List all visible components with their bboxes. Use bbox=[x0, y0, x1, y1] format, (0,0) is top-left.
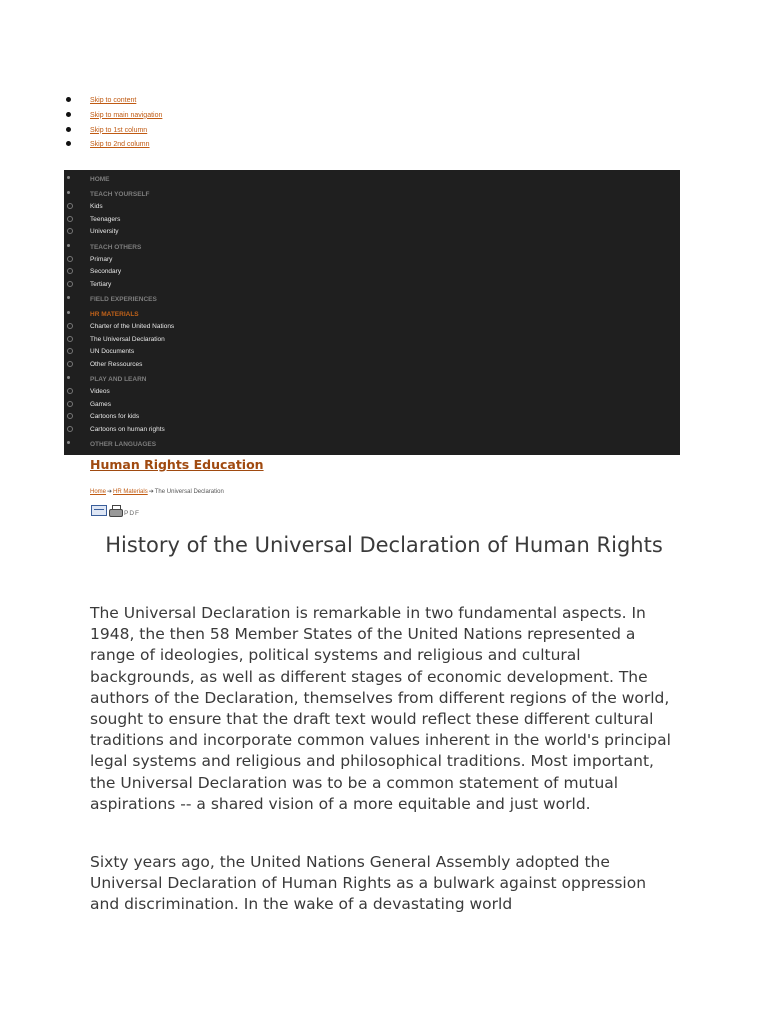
nav-item-label: HOME bbox=[90, 176, 110, 183]
bullet-icon bbox=[67, 375, 70, 381]
nav-item-label: Videos bbox=[90, 388, 110, 395]
circle-bullet-icon bbox=[67, 336, 73, 344]
nav-item-label: Other Ressources bbox=[90, 360, 143, 368]
nav-subitem-teenagers[interactable] bbox=[64, 213, 680, 226]
nav-item-label: The Universal Declaration bbox=[90, 335, 165, 343]
circle-bullet-icon bbox=[67, 216, 73, 224]
nav-item-label: Secondary bbox=[90, 268, 122, 275]
nav-subitem-secondary[interactable] bbox=[64, 265, 680, 278]
bullet-icon bbox=[67, 175, 70, 181]
skip-to-2nd-column-link[interactable]: Skip to 2nd column bbox=[90, 141, 150, 149]
arrow-right-icon: ➔ bbox=[148, 489, 154, 495]
article-title: History of the Universal Declaration of Human Rights bbox=[105, 533, 663, 557]
bullet-icon bbox=[67, 190, 70, 196]
breadcrumb bbox=[90, 488, 224, 495]
breadcrumb-home-link[interactable]: Home bbox=[90, 489, 107, 495]
circle-bullet-icon bbox=[67, 203, 73, 211]
circle-bullet-icon bbox=[67, 348, 73, 356]
nav-item-label: OTHER LANGUAGES bbox=[90, 441, 157, 448]
arrow-right-icon: ➔ bbox=[107, 489, 113, 495]
email-icon[interactable] bbox=[91, 505, 107, 516]
nav-item-label: Games bbox=[90, 400, 111, 408]
nav-subitem-charter[interactable] bbox=[64, 320, 680, 333]
nav-item-label: Tertiary bbox=[90, 280, 112, 288]
article-paragraph: Sixty years ago, the United Nations General Assembly adopted the Universal Declaration of Human Rights as a bulwark against oppression and discrimination. In the wake of a devastating world bbox=[90, 853, 647, 914]
circle-bullet-icon bbox=[67, 413, 73, 421]
nav-item-label: Cartoons for kids bbox=[90, 413, 140, 420]
nav-item-label: University bbox=[90, 228, 119, 235]
nav-item-field-experiences[interactable] bbox=[64, 291, 680, 305]
nav-subitem-videos[interactable] bbox=[64, 385, 680, 398]
nav-subitem-cartoons-on-human-rights[interactable] bbox=[64, 423, 680, 436]
breadcrumb-section-link[interactable]: HR Materials bbox=[113, 489, 148, 495]
nav-item-teach-yourself[interactable] bbox=[64, 186, 680, 200]
nav-item-label: UN Documents bbox=[90, 348, 135, 355]
circle-bullet-icon bbox=[67, 401, 73, 409]
bullet-icon bbox=[67, 243, 70, 249]
nav-item-label: TEACH YOURSELF bbox=[90, 191, 150, 198]
skip-to-1st-column-link[interactable]: Skip to 1st column bbox=[90, 126, 148, 134]
bullet-icon bbox=[66, 112, 71, 117]
main-navigation bbox=[64, 170, 680, 455]
circle-bullet-icon bbox=[67, 323, 73, 331]
circle-bullet-icon bbox=[67, 388, 73, 396]
nav-subitem-universal-declaration[interactable] bbox=[64, 333, 680, 346]
nav-item-label: HR MATERIALS bbox=[90, 311, 139, 318]
bullet-icon bbox=[67, 440, 70, 446]
nav-item-home[interactable] bbox=[64, 171, 680, 185]
nav-item-other-languages[interactable] bbox=[64, 436, 680, 450]
bullet-icon bbox=[66, 97, 71, 102]
nav-item-label: TEACH OTHERS bbox=[90, 243, 142, 251]
pdf-button[interactable]: PDF bbox=[124, 510, 140, 517]
circle-bullet-icon bbox=[67, 426, 73, 434]
circle-bullet-icon bbox=[67, 268, 73, 276]
nav-item-label: PLAY AND LEARN bbox=[90, 376, 147, 383]
circle-bullet-icon bbox=[67, 256, 73, 264]
nav-item-label: Kids bbox=[90, 203, 103, 210]
article-paragraph: The Universal Declaration is remarkable in two fundamental aspects. In 1948, the then 58 Member States of the United Nations represented a range of ideologies, political systems and religious and cultural backgrounds, as well as different stages of economic development. The authors of the Declaration, themselves from different regions of the world, sought to ensure that the draft text would reflect these different cultural traditions and incorporate common values inherent in the world's principal legal systems and religious and philosophical traditions. Most important, the Universal Declaration was to be a common statement of mutual aspirations -- a shared vision of a more equitable and just world. bbox=[90, 604, 671, 813]
circle-bullet-icon bbox=[67, 361, 73, 369]
print-icon[interactable] bbox=[109, 505, 122, 517]
nav-subitem-primary[interactable] bbox=[64, 253, 680, 266]
nav-item-label: Teenagers bbox=[90, 215, 121, 223]
bullet-icon bbox=[67, 295, 70, 301]
site-title-link[interactable]: Human Rights Education bbox=[90, 457, 264, 472]
nav-item-label: FIELD EXPERIENCES bbox=[90, 296, 157, 303]
breadcrumb-current: The Universal Declaration bbox=[154, 489, 224, 495]
skip-to-main-navigation-link[interactable]: Skip to main navigation bbox=[90, 111, 163, 119]
bullet-icon bbox=[66, 141, 71, 146]
skip-to-content-link[interactable]: Skip to content bbox=[90, 97, 137, 104]
nav-item-hr-materials[interactable] bbox=[64, 306, 680, 320]
article-tools bbox=[91, 500, 140, 516]
nav-item-teach-others[interactable] bbox=[64, 239, 680, 253]
circle-bullet-icon bbox=[67, 281, 73, 289]
bullet-icon bbox=[66, 127, 71, 132]
nav-item-label: Cartoons on human rights bbox=[90, 425, 165, 433]
circle-bullet-icon bbox=[67, 228, 73, 236]
nav-subitem-kids[interactable] bbox=[64, 200, 680, 213]
nav-subitem-other-ressources[interactable] bbox=[64, 358, 680, 371]
bullet-icon bbox=[67, 310, 70, 316]
nav-subitem-un-documents[interactable] bbox=[64, 345, 680, 358]
nav-subitem-tertiary[interactable] bbox=[64, 278, 680, 291]
nav-item-play-and-learn[interactable] bbox=[64, 371, 680, 385]
nav-subitem-cartoons-for-kids[interactable] bbox=[64, 410, 680, 423]
nav-subitem-games[interactable] bbox=[64, 398, 680, 411]
nav-subitem-university[interactable] bbox=[64, 225, 680, 238]
nav-item-label: Charter of the United Nations bbox=[90, 323, 175, 330]
nav-item-label: Primary bbox=[90, 255, 113, 263]
